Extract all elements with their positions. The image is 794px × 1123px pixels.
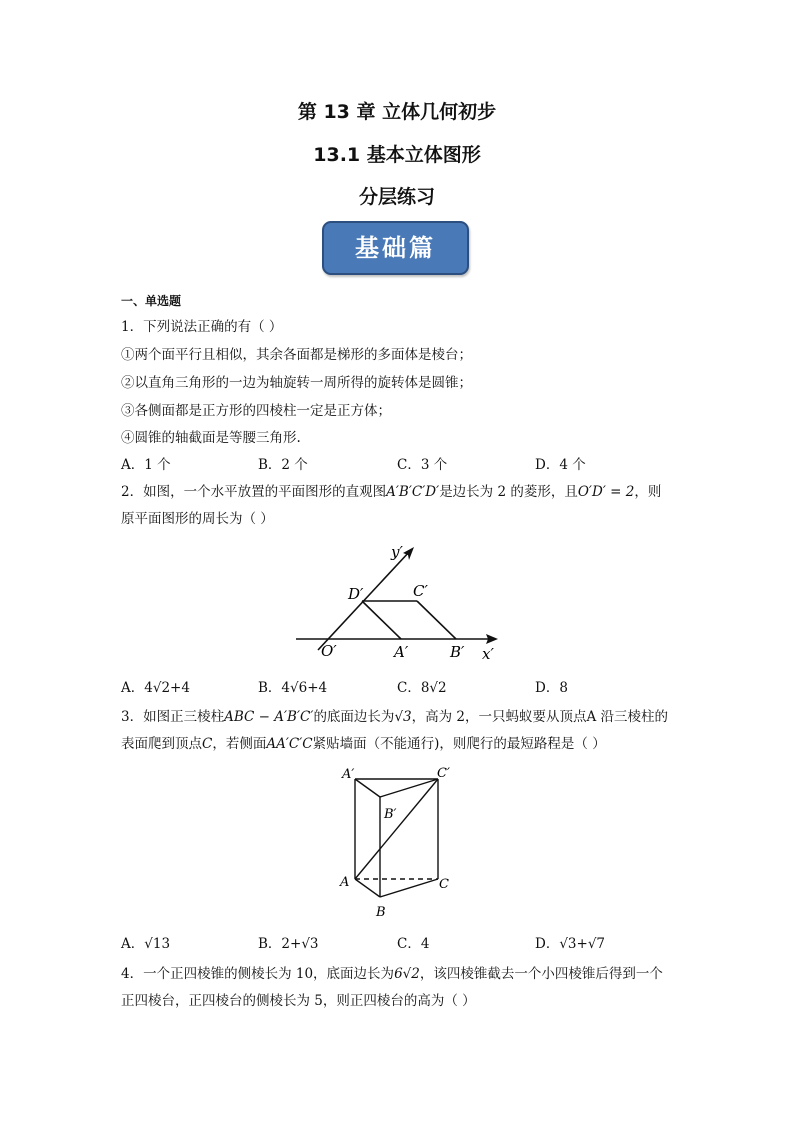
q1-option-d[interactable]: D．4 个 <box>535 457 586 473</box>
q1-option-b[interactable]: B．2 个 <box>258 457 308 473</box>
q2-label-c: C′ <box>413 582 428 600</box>
subtitle: 分层练习 <box>358 186 435 208</box>
q1-stem: 1．下列说法正确的有（ ） <box>121 319 283 335</box>
q1-statement-1: ①两个面平行且相似，其余各面都是梯形的多面体是棱台； <box>121 347 472 363</box>
q3-figure <box>335 762 460 922</box>
q2-option-d[interactable]: D．8 <box>535 680 568 696</box>
q4-stem-line2: 正四棱台，正四棱台的侧棱长为 5，则正四棱台的高为（ ） <box>121 993 476 1009</box>
q3-diagonal-ac1 <box>355 779 438 879</box>
q3-text-d: 表面爬到顶点 <box>121 736 202 752</box>
q3-label-a: A <box>340 875 350 890</box>
level-badge: 基础篇 <box>322 221 469 275</box>
q2-y-arrow <box>403 547 414 560</box>
q4-stem-line1 <box>121 965 663 983</box>
q2-text-c: ，则 <box>634 484 662 500</box>
q3-text-e: ，若侧面 <box>212 736 267 752</box>
q3-text-b: 的底面边长为 <box>313 709 395 725</box>
q3-edge-ab <box>355 879 380 897</box>
q2-option-a[interactable]: A．4√2+4 <box>121 680 190 696</box>
q4-math-base: 6√2 <box>394 966 420 982</box>
q3-edge-a1b1 <box>355 779 380 797</box>
q2-figure <box>290 538 510 666</box>
q2-option-b[interactable]: B．4√6+4 <box>258 680 328 696</box>
q3-label-b: B <box>376 905 386 920</box>
q3-label-b1: B′ <box>384 807 397 822</box>
q3-text-f: 紧贴墙面（不能通行)，则爬行的最短路程是（ ） <box>312 736 606 752</box>
q3-text-c: ，高为 2，一只蚂蚁要从顶点A 沿三棱柱的 <box>411 709 669 725</box>
q2-label-b: B′ <box>450 643 465 661</box>
chapter-title: 第 13 章 立体几何初步 <box>297 101 497 123</box>
q2-math-od: O′D′ = 2 <box>577 484 635 500</box>
q3-label-c: C <box>439 877 449 892</box>
q3-math-side: √3 <box>394 709 412 725</box>
section-heading: 一、单选题 <box>121 294 182 308</box>
q3-stem-line1 <box>121 708 668 726</box>
q3-option-a[interactable]: A．√13 <box>121 936 171 952</box>
q3-label-a1: A′ <box>342 767 355 782</box>
q2-label-x: x′ <box>482 645 494 663</box>
q2-stem-line2: 原平面图形的周长为（ ） <box>121 511 274 527</box>
q2-option-c[interactable]: C．8√2 <box>397 680 447 696</box>
q3-option-b[interactable]: B．2+√3 <box>258 936 319 952</box>
q4-text-b: ，该四棱锥截去一个小四棱锥后得到一个 <box>419 966 663 982</box>
q1-statement-3: ③各侧面都是正方形的四棱柱一定是正方体； <box>121 403 391 419</box>
q3-math-face: AA′C′C <box>266 736 313 752</box>
q3-text-a: 3．如图正三棱柱 <box>121 709 225 725</box>
q2-label-y: y′ <box>391 543 403 561</box>
q3-stem-line2 <box>121 735 606 753</box>
q3-option-d[interactable]: D．√3+√7 <box>535 936 606 952</box>
q1-option-c[interactable]: C．3 个 <box>397 457 448 473</box>
q3-edge-b1c1 <box>380 779 438 797</box>
q2-text-a: 2．如图，一个水平放置的平面图形的直观图 <box>121 484 387 500</box>
q1-option-a[interactable]: A．1 个 <box>121 457 171 473</box>
q3-edge-bc <box>380 879 438 897</box>
q2-label-o: O′ <box>321 642 337 660</box>
q2-edge-cb <box>417 601 456 639</box>
q3-math-c: C <box>202 736 213 752</box>
q2-text-b: 是边长为 2 的菱形，且 <box>439 484 578 500</box>
q3-label-c1: C′ <box>437 766 450 781</box>
q2-edge-da <box>362 601 401 639</box>
q4-text-a: 4．一个正四棱锥的侧棱长为 10，底面边长为 <box>121 966 395 982</box>
q3-math-prism: ABC − A′B′C′ <box>224 709 314 725</box>
q2-math-rhombus: A′B′C′D′ <box>386 484 440 500</box>
q3-option-c[interactable]: C．4 <box>397 936 430 952</box>
q2-label-a: A′ <box>394 643 409 661</box>
q2-stem-line1 <box>121 483 661 501</box>
q2-label-d: D′ <box>348 585 364 603</box>
q1-statement-2: ②以直角三角形的一边为轴旋转一周所得的旋转体是圆锥； <box>121 375 472 391</box>
q1-statement-4: ④圆锥的轴截面是等腰三角形. <box>121 430 301 446</box>
section-title: 13.1 基本立体图形 <box>313 144 481 166</box>
